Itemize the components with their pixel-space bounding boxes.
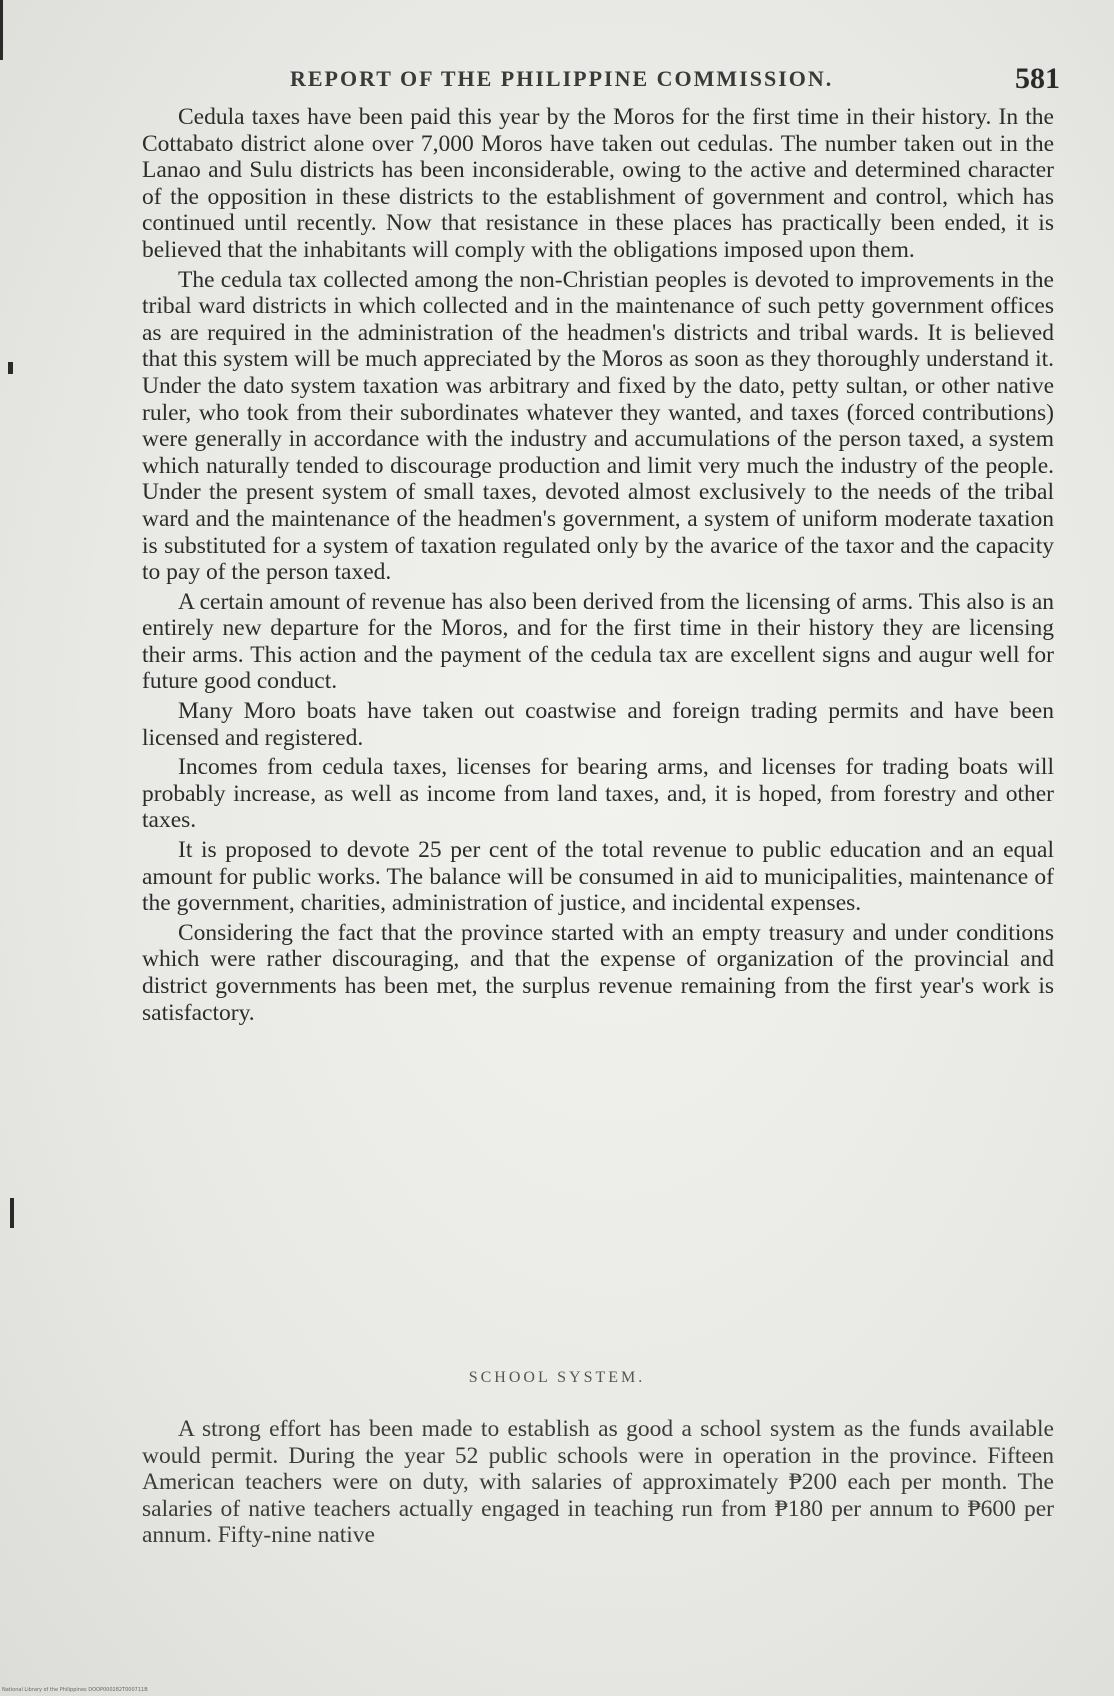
binding-mark-top — [0, 0, 3, 60]
paragraph-school-system: A strong effort has been made to establish as good a school system as the funds available would permit. During the year 52 public schools were in operation in the province. Fifteen American teachers were on duty, with salaries of approximately ₱200 each per month. The salaries of native teachers actually engaged in teaching run from ₱180 per annum to ₱600 per annum. Fifty-nine native — [142, 1416, 1054, 1549]
running-title: REPORT OF THE PHILIPPINE COMMISSION. — [290, 66, 834, 91]
page-number: 581 — [1015, 62, 1060, 95]
section-text — [142, 1416, 1054, 1549]
paragraph-incomes: Incomes from cedula taxes, licenses for bearing arms, and licenses for trading boats will probably increase, as well as income from land taxes, and, it is hoped, from forestry and other taxes. — [142, 754, 1054, 834]
paragraph-surplus: Considering the fact that the province started with an empty treasury and under conditions which were rather discouraging, and that the expense of organization of the provincial and district governments has been met, the surplus revenue remaining from the first year's work is satisfactory. — [142, 919, 1054, 1026]
library-stamp: National Library of the Philippines DOOP000282T000711B — [2, 1687, 148, 1693]
binding-mark-lower — [10, 1198, 14, 1228]
paragraph-cedula-tax-use: The cedula tax collected among the non-Christian peoples is devoted to improvements in the tribal ward districts in which collected and in the maintenance of such petty government offices as are required in the administration of the headmen's districts and tribal wards. It is believed that this system will be much appreciated by the Moros as soon as they thoroughly understand it. Under the dato system taxation was arbitrary and fixed by the dato, petty sultan, or other native ruler, who took from their subordinates whatever they wanted, and taxes (forced contributions) were generally in accordance with the industry and accumulations of the person taxed, a system which naturally tended to discourage production and limit very much the industry of the people. Under the present system of small taxes, devoted almost exclusively to the needs of the tribal ward and the maintenance of the headmen's government, a system of uniform moderate taxation is substituted for a system of taxation regulated only by the avarice of the taxor and the capacity to pay of the person taxed. — [142, 266, 1054, 586]
body-text — [142, 104, 1054, 1029]
paragraph-moro-boats: Many Moro boats have taken out coastwise and foreign trading permits and have been licensed and registered. — [142, 698, 1054, 751]
page-header — [150, 62, 1060, 96]
paragraph-arms-licensing: A certain amount of revenue has also been derived from the licensing of arms. This also is an entirely new departure for the Moros, and for the first time in their history they are licensing their arms. This action and the payment of the cedula tax are excellent signs and augur well for future good conduct. — [142, 588, 1054, 695]
binding-mark-upper — [8, 362, 13, 374]
paragraph-cedula-taxes: Cedula taxes have been paid this year by the Moros for the first time in their history. In the Cottabato district alone over 7,000 Moros have taken out cedulas. The number taken out in the Lanao and Sulu districts has been inconsiderable, owing to the active and determined character of the opposition in these districts to the establishment of government and control, which has continued until recently. Now that resistance in these places has practically been ended, it is believed that the inhabitants will comply with the obligations imposed upon them. — [142, 104, 1054, 263]
section-heading: SCHOOL SYSTEM. — [468, 1369, 646, 1386]
paragraph-revenue-allocation: It is proposed to devote 25 per cent of the total revenue to public education and an equal amount for public works. The balance will be consumed in aid to municipalities, maintenance of the government, charities, administration of justice, and incidental expenses. — [142, 837, 1054, 917]
